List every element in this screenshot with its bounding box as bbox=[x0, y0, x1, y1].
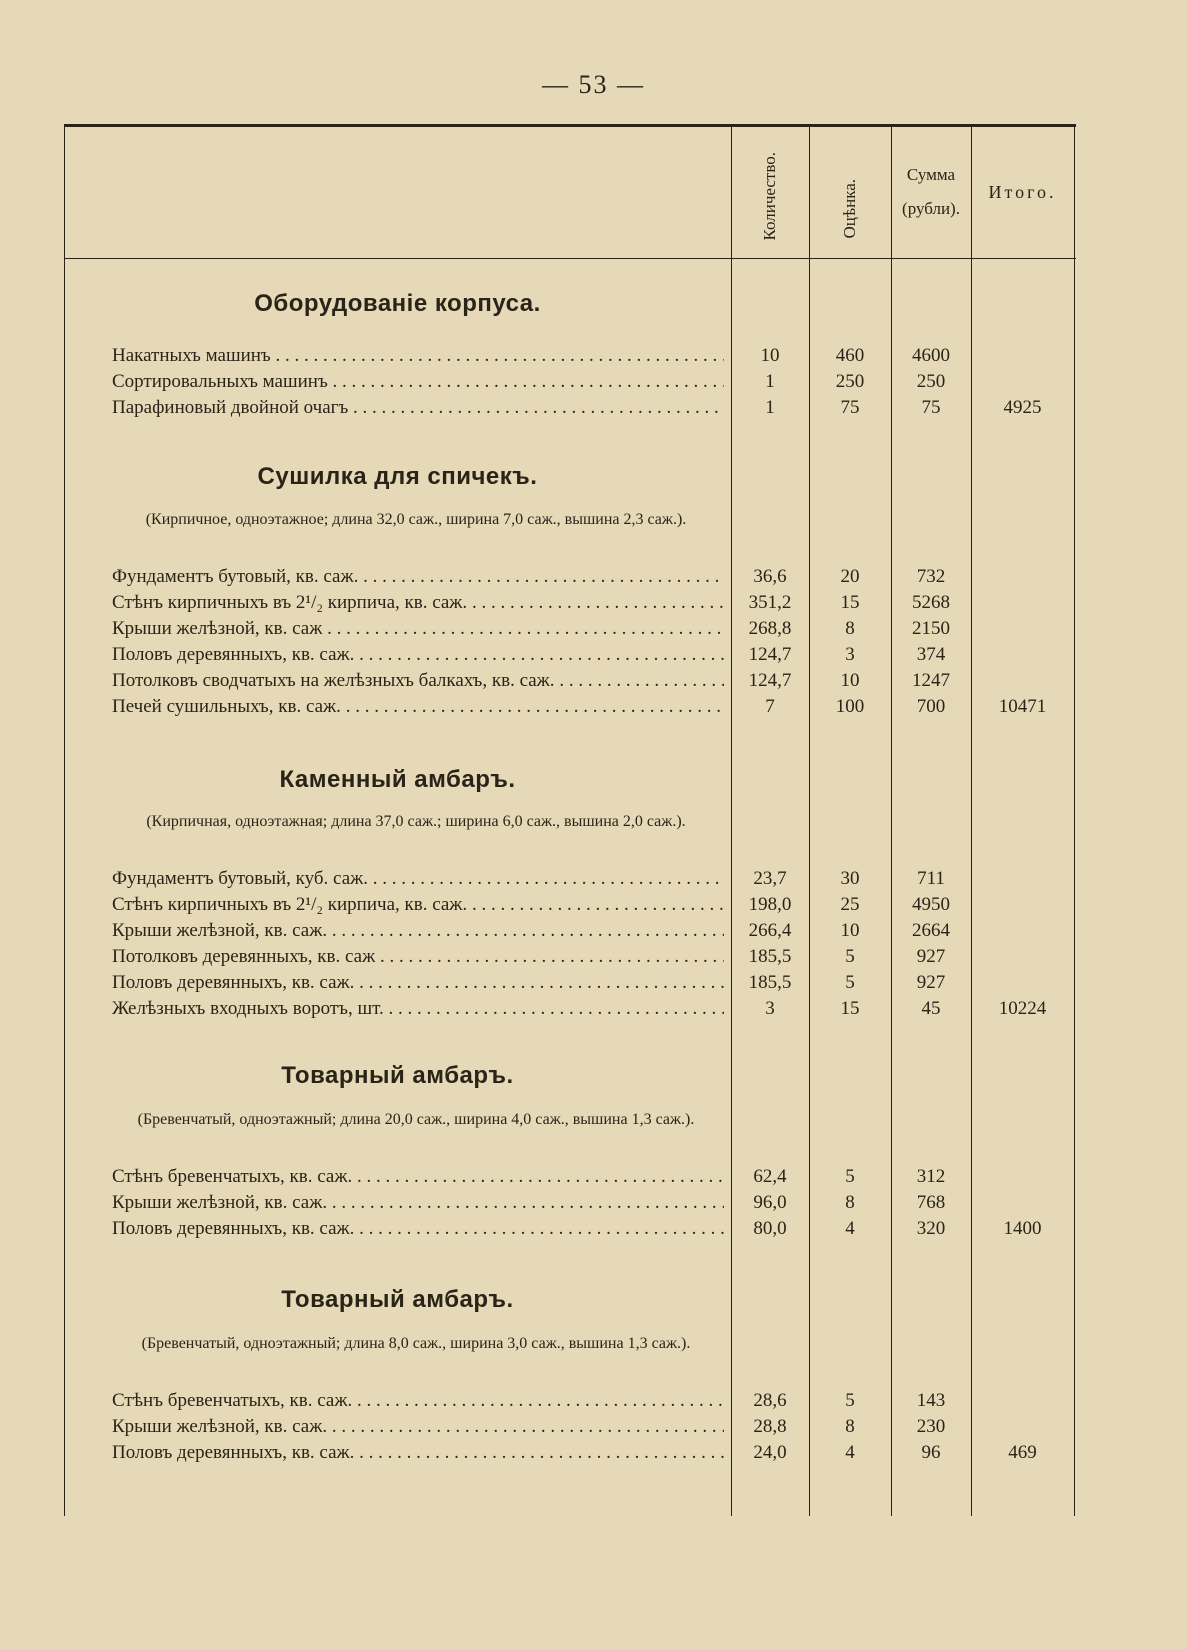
table-row bbox=[64, 944, 1076, 970]
row-label: Фундаментъ бутовый, кв. саж. . . . bbox=[112, 564, 724, 590]
row-sum: 4950 bbox=[912, 894, 950, 915]
row-quantity: 7 bbox=[765, 696, 775, 717]
row-label: Парафиновый двойной очагъ . . . bbox=[112, 395, 724, 421]
table-row bbox=[64, 343, 1076, 369]
table-row bbox=[64, 694, 1076, 720]
row-sum: 700 bbox=[916, 696, 946, 717]
page-number: — 53 — bbox=[542, 70, 645, 99]
row-estimate: 10 bbox=[840, 670, 860, 691]
row-total: 10471 bbox=[998, 696, 1047, 717]
row-label: Стѣнъ кирпичныхъ въ 2¹/₂ кирпича, кв. саж. . . . bbox=[112, 590, 724, 616]
row-label: Стѣнъ бревенчатыхъ, кв. саж. . . . bbox=[112, 1164, 724, 1190]
table-row bbox=[64, 1216, 1076, 1242]
row-quantity: 28,8 bbox=[753, 1416, 787, 1437]
table-row bbox=[64, 866, 1076, 892]
section-title: Сушилка для спичекъ. bbox=[257, 463, 538, 490]
row-estimate: 5 bbox=[845, 1166, 855, 1187]
row-label: Крыши желѣзной, кв. саж. . . . bbox=[112, 918, 724, 944]
row-quantity: 96,0 bbox=[753, 1192, 787, 1213]
header-estimate-label: Оцѣнка. bbox=[840, 179, 859, 239]
section-note: (Бревенчатый, одноэтажный; длина 8,0 саж., ширина 3,0 саж., вышина 1,3 саж.). bbox=[141, 1335, 691, 1352]
row-label: Крыши желѣзной, кв. саж. . . . bbox=[112, 1414, 724, 1440]
row-estimate: 15 bbox=[840, 998, 860, 1019]
row-quantity: 268,8 bbox=[748, 618, 792, 639]
row-estimate: 15 bbox=[840, 592, 860, 613]
row-label: Половъ деревянныхъ, кв. саж. . . . bbox=[112, 970, 724, 996]
table-row bbox=[64, 918, 1076, 944]
row-label: Крыши желѣзной, кв. саж . . . bbox=[112, 616, 724, 642]
row-label: Стѣнъ кирпичныхъ въ 2¹/₂ кирпича, кв. саж. . . . bbox=[112, 892, 724, 918]
row-quantity: 266,4 bbox=[748, 920, 792, 941]
table-row bbox=[64, 395, 1076, 421]
row-quantity: 351,2 bbox=[748, 592, 792, 613]
row-quantity: 1 bbox=[765, 371, 775, 392]
header-quantity-label: Количество. bbox=[760, 151, 779, 241]
row-sum: 320 bbox=[916, 1218, 946, 1239]
header-estimate bbox=[809, 130, 891, 254]
row-label: Потолковъ деревянныхъ, кв. саж . . . bbox=[112, 944, 724, 970]
row-quantity: 198,0 bbox=[748, 894, 792, 915]
header-quantity bbox=[731, 130, 809, 254]
header-bottom-rule bbox=[64, 258, 1076, 259]
row-quantity: 80,0 bbox=[753, 1218, 787, 1239]
table-row bbox=[64, 642, 1076, 668]
table-row bbox=[64, 1440, 1076, 1466]
row-estimate: 10 bbox=[840, 920, 860, 941]
row-sum: 1247 bbox=[912, 670, 950, 691]
row-estimate: 5 bbox=[845, 946, 855, 967]
header-sum-line1: Сумма bbox=[906, 165, 956, 184]
table-row bbox=[64, 616, 1076, 642]
header-sum bbox=[891, 130, 971, 254]
row-label: Потолковъ сводчатыхъ на желѣзныхъ балкахъ, кв. саж. . . . bbox=[112, 668, 724, 694]
row-label: Фундаментъ бутовый, куб. саж. . . . bbox=[112, 866, 724, 892]
row-estimate: 5 bbox=[845, 972, 855, 993]
row-sum: 2150 bbox=[912, 618, 950, 639]
row-quantity: 10 bbox=[760, 345, 780, 366]
table-row bbox=[64, 892, 1076, 918]
row-quantity: 28,6 bbox=[753, 1390, 787, 1411]
table-row bbox=[64, 369, 1076, 395]
row-sum: 927 bbox=[916, 972, 946, 993]
row-estimate: 100 bbox=[835, 696, 865, 717]
row-estimate: 8 bbox=[845, 618, 855, 639]
row-estimate: 8 bbox=[845, 1416, 855, 1437]
row-sum: 768 bbox=[916, 1192, 946, 1213]
row-estimate: 3 bbox=[845, 644, 855, 665]
row-total: 10224 bbox=[998, 998, 1047, 1019]
row-total: 469 bbox=[1008, 1442, 1037, 1463]
row-label: Половъ деревянныхъ, кв. саж. . . . bbox=[112, 1440, 724, 1466]
row-label: Желѣзныхъ входныхъ воротъ, шт. . . . bbox=[112, 996, 724, 1022]
row-label: Половъ деревянныхъ, кв. саж. . . . bbox=[112, 642, 724, 668]
row-sum: 312 bbox=[916, 1166, 946, 1187]
table-row bbox=[64, 1414, 1076, 1440]
table-row bbox=[64, 970, 1076, 996]
section-note: (Кирпичная, одноэтажная; длина 37,0 саж.; ширина 6,0 саж., вышина 2,0 саж.). bbox=[146, 813, 686, 830]
row-estimate: 30 bbox=[840, 868, 860, 889]
column-divider bbox=[891, 124, 892, 1516]
row-sum: 250 bbox=[916, 371, 946, 392]
column-divider bbox=[1074, 124, 1075, 1516]
row-quantity: 124,7 bbox=[748, 644, 792, 665]
row-sum: 143 bbox=[916, 1390, 946, 1411]
column-divider bbox=[731, 124, 732, 1516]
table-row bbox=[64, 1164, 1076, 1190]
row-label: Печей сушильныхъ, кв. саж. . . . bbox=[112, 694, 724, 720]
row-sum: 732 bbox=[916, 566, 946, 587]
header-sum-line2: (рубли). bbox=[902, 199, 960, 218]
header-total bbox=[971, 130, 1074, 254]
table-row bbox=[64, 996, 1076, 1022]
section-title: Каменный амбаръ. bbox=[279, 766, 516, 793]
column-divider bbox=[971, 124, 972, 1516]
table-row bbox=[64, 1190, 1076, 1216]
row-quantity: 1 bbox=[765, 397, 775, 418]
section-note: (Кирпичное, одноэтажное; длина 32,0 саж., ширина 7,0 саж., вышина 2,3 саж.). bbox=[145, 511, 687, 528]
row-label: Накатныхъ машинъ . . . bbox=[112, 343, 724, 369]
row-quantity: 185,5 bbox=[748, 946, 792, 967]
row-sum: 4600 bbox=[912, 345, 950, 366]
table-row bbox=[64, 668, 1076, 694]
row-estimate: 4 bbox=[845, 1442, 855, 1463]
row-quantity: 62,4 bbox=[753, 1166, 787, 1187]
row-sum: 711 bbox=[917, 868, 945, 889]
table-row bbox=[64, 1388, 1076, 1414]
row-label: Крыши желѣзной, кв. саж. . . . bbox=[112, 1190, 724, 1216]
table-row bbox=[64, 590, 1076, 616]
row-sum: 5268 bbox=[912, 592, 950, 613]
row-quantity: 24,0 bbox=[753, 1442, 787, 1463]
row-estimate: 460 bbox=[835, 345, 865, 366]
row-quantity: 3 bbox=[765, 998, 775, 1019]
row-quantity: 36,6 bbox=[753, 566, 787, 587]
row-quantity: 185,5 bbox=[748, 972, 792, 993]
section-title: Товарный амбаръ. bbox=[281, 1062, 514, 1089]
ledger-table bbox=[64, 124, 1076, 1516]
row-estimate: 8 bbox=[845, 1192, 855, 1213]
row-sum: 45 bbox=[921, 998, 941, 1019]
row-total: 1400 bbox=[1003, 1218, 1042, 1239]
row-label: Стѣнъ бревенчатыхъ, кв. саж. . . . bbox=[112, 1388, 724, 1414]
row-sum: 374 bbox=[916, 644, 946, 665]
row-sum: 927 bbox=[916, 946, 946, 967]
row-quantity: 124,7 bbox=[748, 670, 792, 691]
row-estimate: 5 bbox=[845, 1390, 855, 1411]
section-title: Товарный амбаръ. bbox=[281, 1286, 514, 1313]
row-label: Сортировальныхъ машинъ . . . bbox=[112, 369, 724, 395]
row-sum: 96 bbox=[921, 1442, 941, 1463]
row-sum: 230 bbox=[916, 1416, 946, 1437]
row-sum: 75 bbox=[921, 397, 941, 418]
row-estimate: 250 bbox=[835, 371, 865, 392]
section-title: Оборудованіе корпуса. bbox=[254, 290, 541, 317]
header-total-label: Итого. bbox=[988, 181, 1057, 202]
row-label: Половъ деревянныхъ, кв. саж. . . . bbox=[112, 1216, 724, 1242]
row-estimate: 20 bbox=[840, 566, 860, 587]
row-sum: 2664 bbox=[912, 920, 950, 941]
table-row bbox=[64, 564, 1076, 590]
column-divider bbox=[809, 124, 810, 1516]
section-note: (Бревенчатый, одноэтажный; длина 20,0 саж., ширина 4,0 саж., вышина 1,3 саж.). bbox=[137, 1111, 695, 1128]
row-estimate: 4 bbox=[845, 1218, 855, 1239]
table-top-rule bbox=[64, 124, 1076, 127]
row-total: 4925 bbox=[1003, 397, 1042, 418]
row-estimate: 75 bbox=[840, 397, 860, 418]
row-estimate: 25 bbox=[840, 894, 860, 915]
row-quantity: 23,7 bbox=[753, 868, 787, 889]
